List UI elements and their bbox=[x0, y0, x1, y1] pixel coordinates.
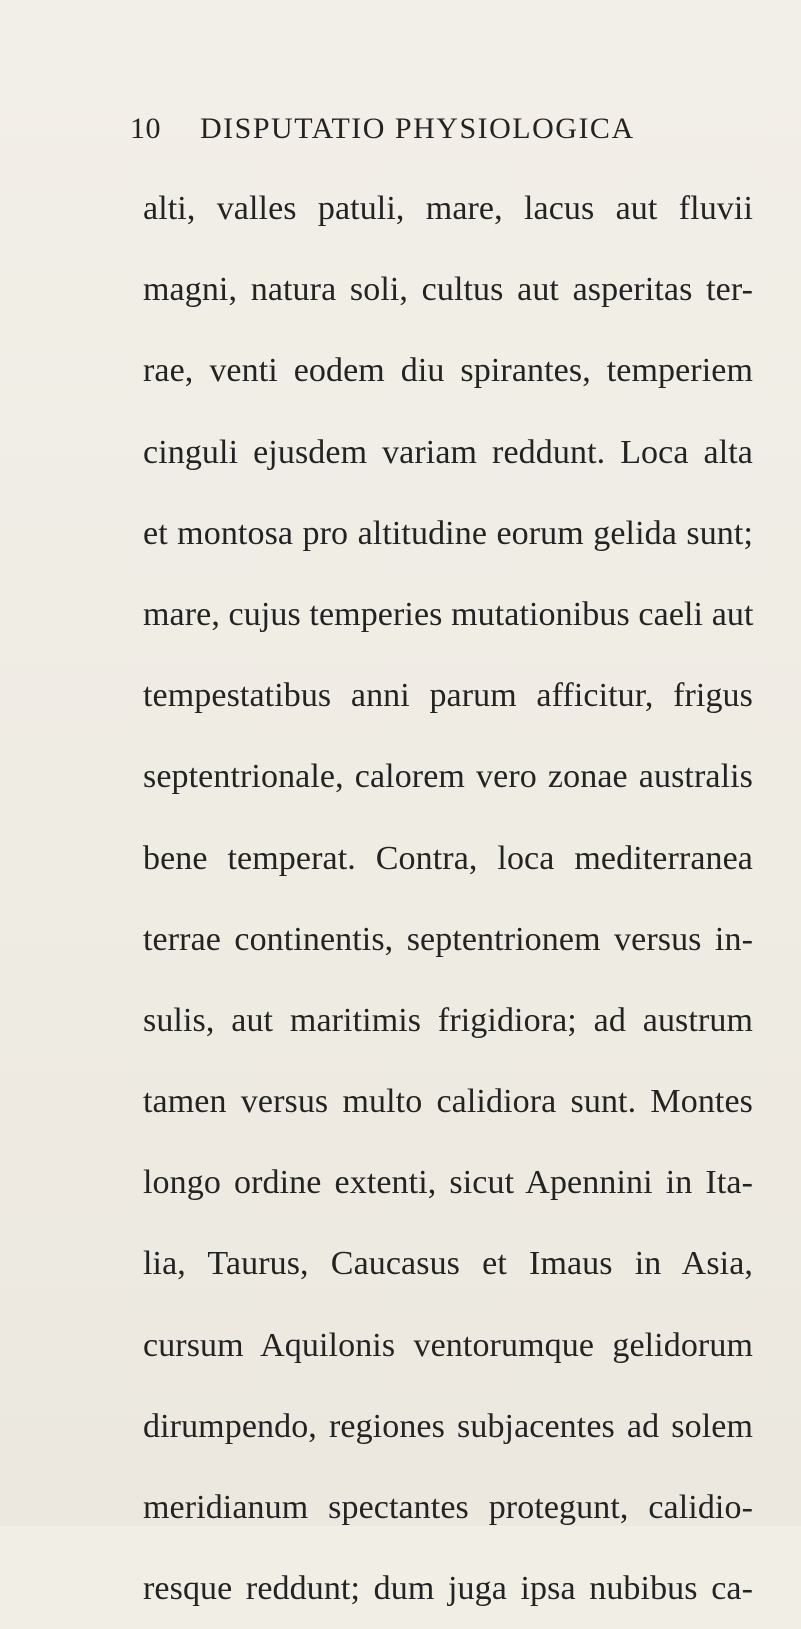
page-number: 10 bbox=[130, 112, 161, 145]
text-line: septentrionale, calorem vero zonae australis bbox=[143, 758, 753, 796]
body-text bbox=[143, 168, 753, 1629]
text-line: meridianum spectantes protegunt, calidio- bbox=[143, 1489, 753, 1526]
text-line: bene temperat. Contra, loca mediterranea bbox=[143, 839, 753, 877]
text-line: longo ordine extenti, sicut Apennini in Ita- bbox=[143, 1164, 753, 1202]
text-line: tamen versus multo calidiora sunt. Montes bbox=[143, 1083, 753, 1121]
text-line: dirumpendo, regiones subjacentes ad solem bbox=[143, 1407, 753, 1445]
page-header bbox=[0, 112, 801, 152]
text-line: et montosa pro altitudine eorum gelida sunt; bbox=[143, 514, 753, 552]
text-line: tempestatibus anni parum afficitur, frigus bbox=[143, 677, 753, 715]
text-line: terrae continentis, septentrionem versus in- bbox=[143, 920, 753, 958]
text-line: mare, cujus temperies mutationibus caeli aut bbox=[143, 595, 754, 633]
text-line: resque reddunt; dum juga ipsa nubibus ca- bbox=[143, 1570, 753, 1608]
text-line: cursum Aquilonis ventorumque gelidorum bbox=[143, 1326, 753, 1364]
text-line: rae, venti eodem diu spirantes, temperiem bbox=[143, 352, 753, 390]
text-line: cinguli ejusdem variam reddunt. Loca alta bbox=[143, 433, 753, 471]
text-line: alti, valles patuli, mare, lacus aut fluvii bbox=[143, 190, 753, 227]
text-line: magni, natura soli, cultus aut asperitas ter- bbox=[143, 271, 753, 309]
text-line: lia, Taurus, Caucasus et Imaus in Asia, bbox=[143, 1245, 753, 1283]
running-head: DISPUTATIO PHYSIOLOGICA bbox=[200, 112, 635, 145]
text-line: sulis, aut maritimis frigidiora; ad austrum bbox=[143, 1001, 753, 1039]
